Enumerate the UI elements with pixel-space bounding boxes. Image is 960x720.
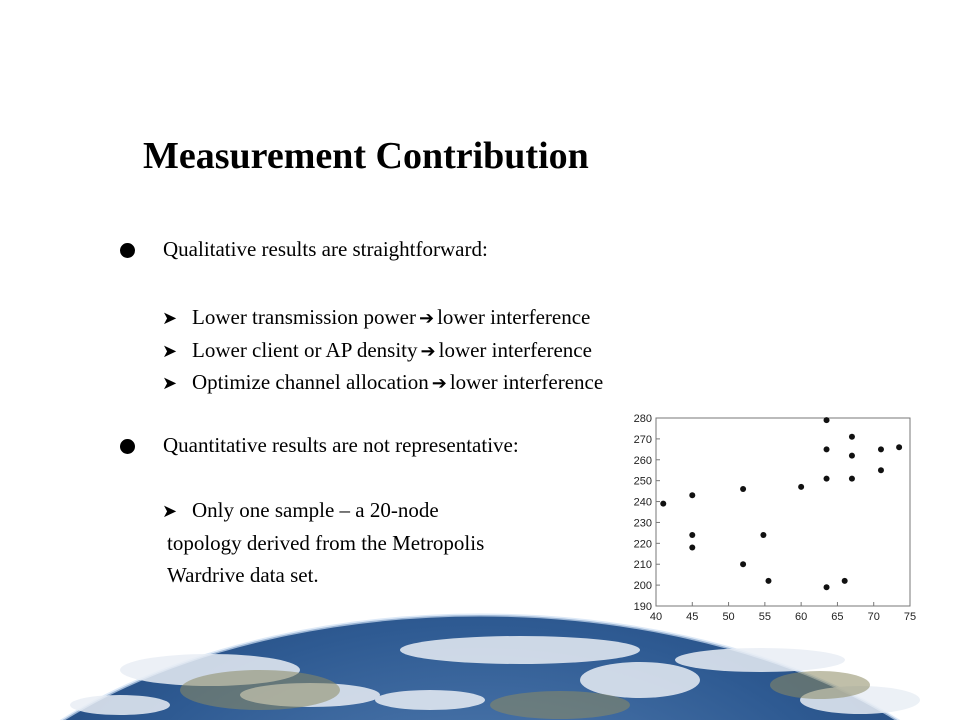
- x-tick-label: 65: [831, 611, 844, 623]
- y-tick-label: 260: [633, 454, 652, 467]
- scatter-point: [660, 501, 666, 507]
- x-tick-label: 45: [686, 611, 699, 623]
- scatter-point: [849, 453, 855, 459]
- scatter-point: [798, 484, 804, 490]
- y-tick-label: 210: [633, 559, 652, 572]
- y-tick-label: 190: [633, 601, 652, 613]
- y-tick-label: 270: [633, 433, 652, 446]
- arrowhead-bullet-icon: ➤: [162, 373, 178, 393]
- sub-item-result: lower interference: [438, 338, 592, 362]
- x-tick-label: 70: [867, 611, 880, 623]
- bullet-text: Quantitative results are not representative:: [163, 433, 519, 457]
- scatter-point: [689, 492, 695, 498]
- arrowhead-bullet-icon: ➤: [162, 308, 178, 328]
- scatter-point: [689, 545, 695, 551]
- x-tick-label: 60: [795, 611, 808, 623]
- right-arrow-icon: ➔: [418, 308, 435, 328]
- sub-item-continuation: topology derived from the Metropolis: [167, 531, 485, 555]
- sub-item-result: lower interference: [449, 370, 604, 394]
- arrowhead-bullet-icon: ➤: [162, 341, 178, 361]
- chart-background: [620, 410, 918, 625]
- right-arrow-icon: ➔: [431, 373, 447, 393]
- x-tick-label: 55: [758, 611, 771, 623]
- scatter-point: [896, 444, 902, 450]
- earth-globe-image: [0, 600, 960, 720]
- sub-item: [162, 498, 439, 523]
- y-tick-label: 250: [633, 475, 652, 488]
- scatter-point: [740, 561, 746, 567]
- scatter-point: [740, 486, 746, 492]
- scatter-point: [878, 446, 884, 452]
- sub-item-continuation: Wardrive data set.: [167, 563, 319, 587]
- y-tick-label: 200: [633, 580, 652, 593]
- sub-item-text: Lower transmission power: [192, 305, 416, 329]
- scatter-point: [824, 584, 830, 590]
- scatter-point: [824, 476, 830, 482]
- scatter-point: [824, 446, 830, 452]
- arrowhead-bullet-icon: ➤: [162, 501, 178, 521]
- slide-title: Measurement Contribution: [143, 135, 589, 177]
- sub-item-text: Optimize channel allocation: [192, 370, 429, 394]
- sub-item: [162, 338, 592, 363]
- x-tick-label: 40: [649, 611, 663, 623]
- y-tick-label: 220: [633, 538, 652, 551]
- right-arrow-icon: ➔: [420, 341, 436, 361]
- sub-item: [162, 305, 590, 330]
- bullet-dot-icon: [120, 439, 135, 454]
- scatter-point: [689, 532, 695, 538]
- sub-item: [162, 370, 603, 395]
- scatter-point: [824, 417, 830, 423]
- x-tick-label: 50: [722, 611, 735, 623]
- bullet-text: Qualitative results are straightforward:: [163, 237, 488, 261]
- sub-item-result: lower interference: [437, 305, 591, 329]
- scatter-point: [765, 578, 771, 584]
- scatter-point: [878, 467, 884, 473]
- scatter-point: [842, 578, 848, 584]
- y-tick-label: 240: [633, 496, 652, 509]
- x-tick-label: 75: [903, 611, 917, 623]
- bullet-dot-icon: [120, 243, 135, 258]
- y-tick-label: 230: [633, 517, 652, 530]
- scatter-point: [849, 434, 855, 440]
- y-tick-label: 280: [633, 413, 652, 425]
- scatter-chart: [620, 410, 918, 625]
- sub-item-text: Only one sample – a 20-node: [192, 498, 439, 522]
- sub-item-text: Lower client or AP density: [192, 338, 418, 362]
- scatter-point: [760, 532, 766, 538]
- scatter-point: [849, 476, 855, 482]
